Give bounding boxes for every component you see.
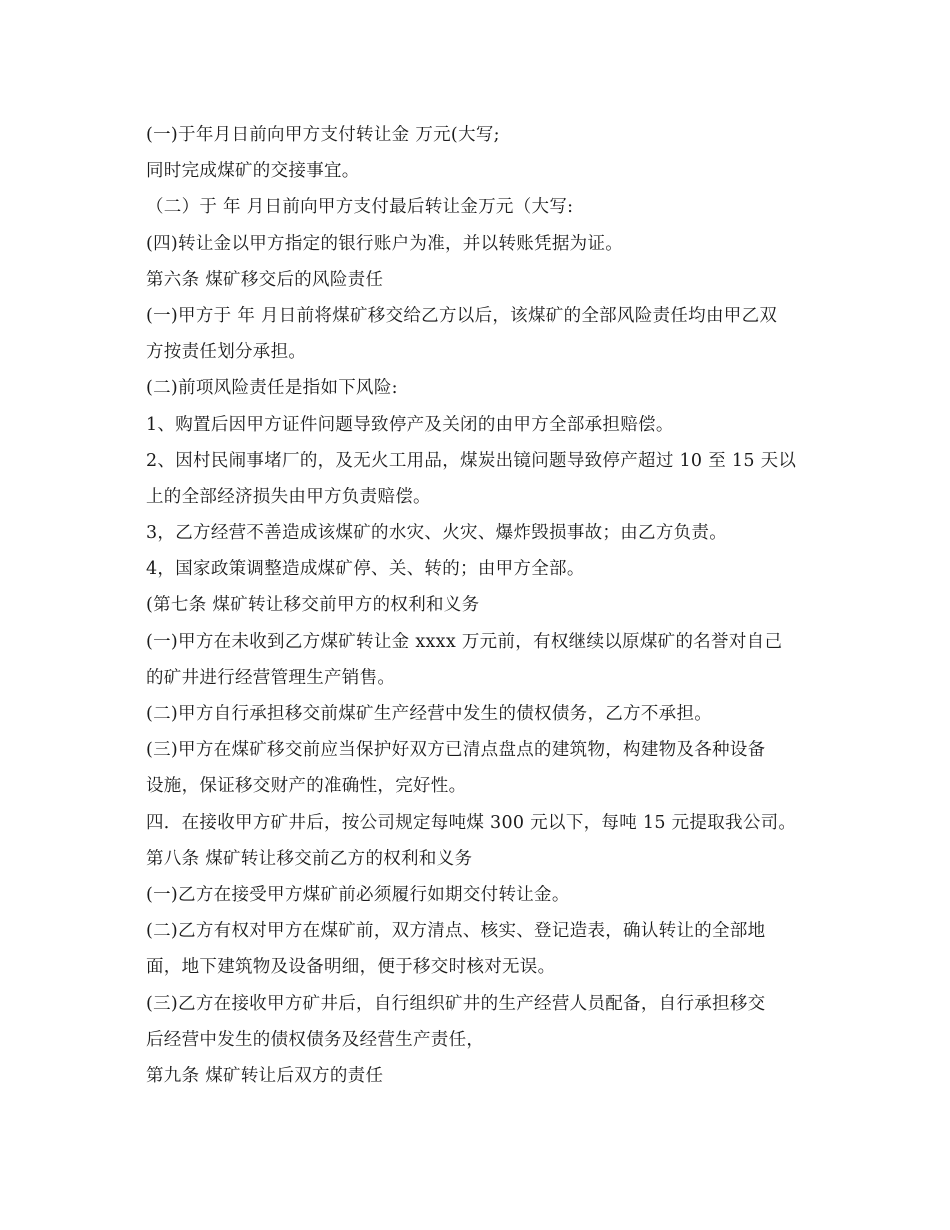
- section-heading: 第六条 煤矿移交后的风险责任: [146, 269, 384, 290]
- text-line: (一)甲方在未收到乙方煤矿转让金 xxxx 万元前，有权继续以原煤矿的名誉对自己: [146, 631, 783, 652]
- text-line: (四)转让金以甲方指定的银行账户为准，并以转账凭据为证。: [146, 233, 624, 254]
- text-line: （二）于 年 月日前向甲方支付最后转让金万元（大写:: [146, 197, 574, 218]
- section-heading: 第八条 煤矿转让移交前乙方的权利和义务: [146, 848, 473, 869]
- text-line: (一)乙方在接受甲方煤矿前必须履行如期交付转让金。: [146, 884, 570, 905]
- text-line: 后经营中发生的债权债务及经营生产责任，: [146, 1029, 485, 1050]
- list-item: 1、购置后因甲方证件问题导致停产及关闭的由甲方全部承担赔偿。: [146, 414, 674, 435]
- text-line: (一)甲方于 年 月日前将煤矿移交给乙方以后，该煤矿的全部风险责任均由甲乙双: [146, 305, 778, 326]
- text-line: 上的全部经济损失由甲方负责赔偿。: [146, 486, 431, 507]
- text-line: (一)于年月日前向甲方支付转让金 万元(大写;: [146, 125, 500, 145]
- text-line: (二)乙方有权对甲方在煤矿前，双方清点、核实、登记造表，确认转让的全部地: [146, 921, 766, 942]
- text-line: (二)前项风险责任是指如下风险:: [146, 378, 398, 399]
- text-line: (三)乙方在接收甲方矿井后，自行组织矿井的生产经营人员配备，自行承担移交: [146, 993, 766, 1014]
- section-heading: (第七条 煤矿转让移交前甲方的权利和义务: [146, 595, 480, 616]
- list-item: 4，国家政策调整造成煤矿停、关、转的；由甲方全部。: [146, 559, 585, 580]
- text-line: 的矿井进行经营管理生产销售。: [146, 667, 396, 688]
- text-line: 四．在接收甲方矿井后，按公司规定每吨煤 300 元以下，每吨 15 元提取我公司。: [146, 812, 797, 833]
- text-line: 同时完成煤矿的交接事宜。: [146, 161, 360, 182]
- section-heading: 第九条 煤矿转让后双方的责任: [146, 1065, 384, 1086]
- list-item: 2、因村民闹事堵厂的，及无火工用品，煤炭出镜问题导致停产超过 10 至 15 天以: [146, 450, 797, 471]
- list-item: 3，乙方经营不善造成该煤矿的水灾、火灾、爆炸毁损事故；由乙方负责。: [146, 523, 728, 544]
- text-line: 方按责任划分承担。: [146, 342, 307, 363]
- text-line: (二)甲方自行承担移交前煤矿生产经营中发生的债权债务，乙方不承担。: [146, 704, 713, 724]
- document-body: [146, 117, 826, 1094]
- text-line: 面，地下建筑物及设备明细，便于移交时核对无误。: [146, 957, 556, 978]
- text-line: (三)甲方在煤矿移交前应当保护好双方已清点盘点的建筑物，构建物及各种设备: [146, 740, 766, 761]
- text-line: 设施，保证移交财产的准确性，完好性。: [146, 776, 467, 797]
